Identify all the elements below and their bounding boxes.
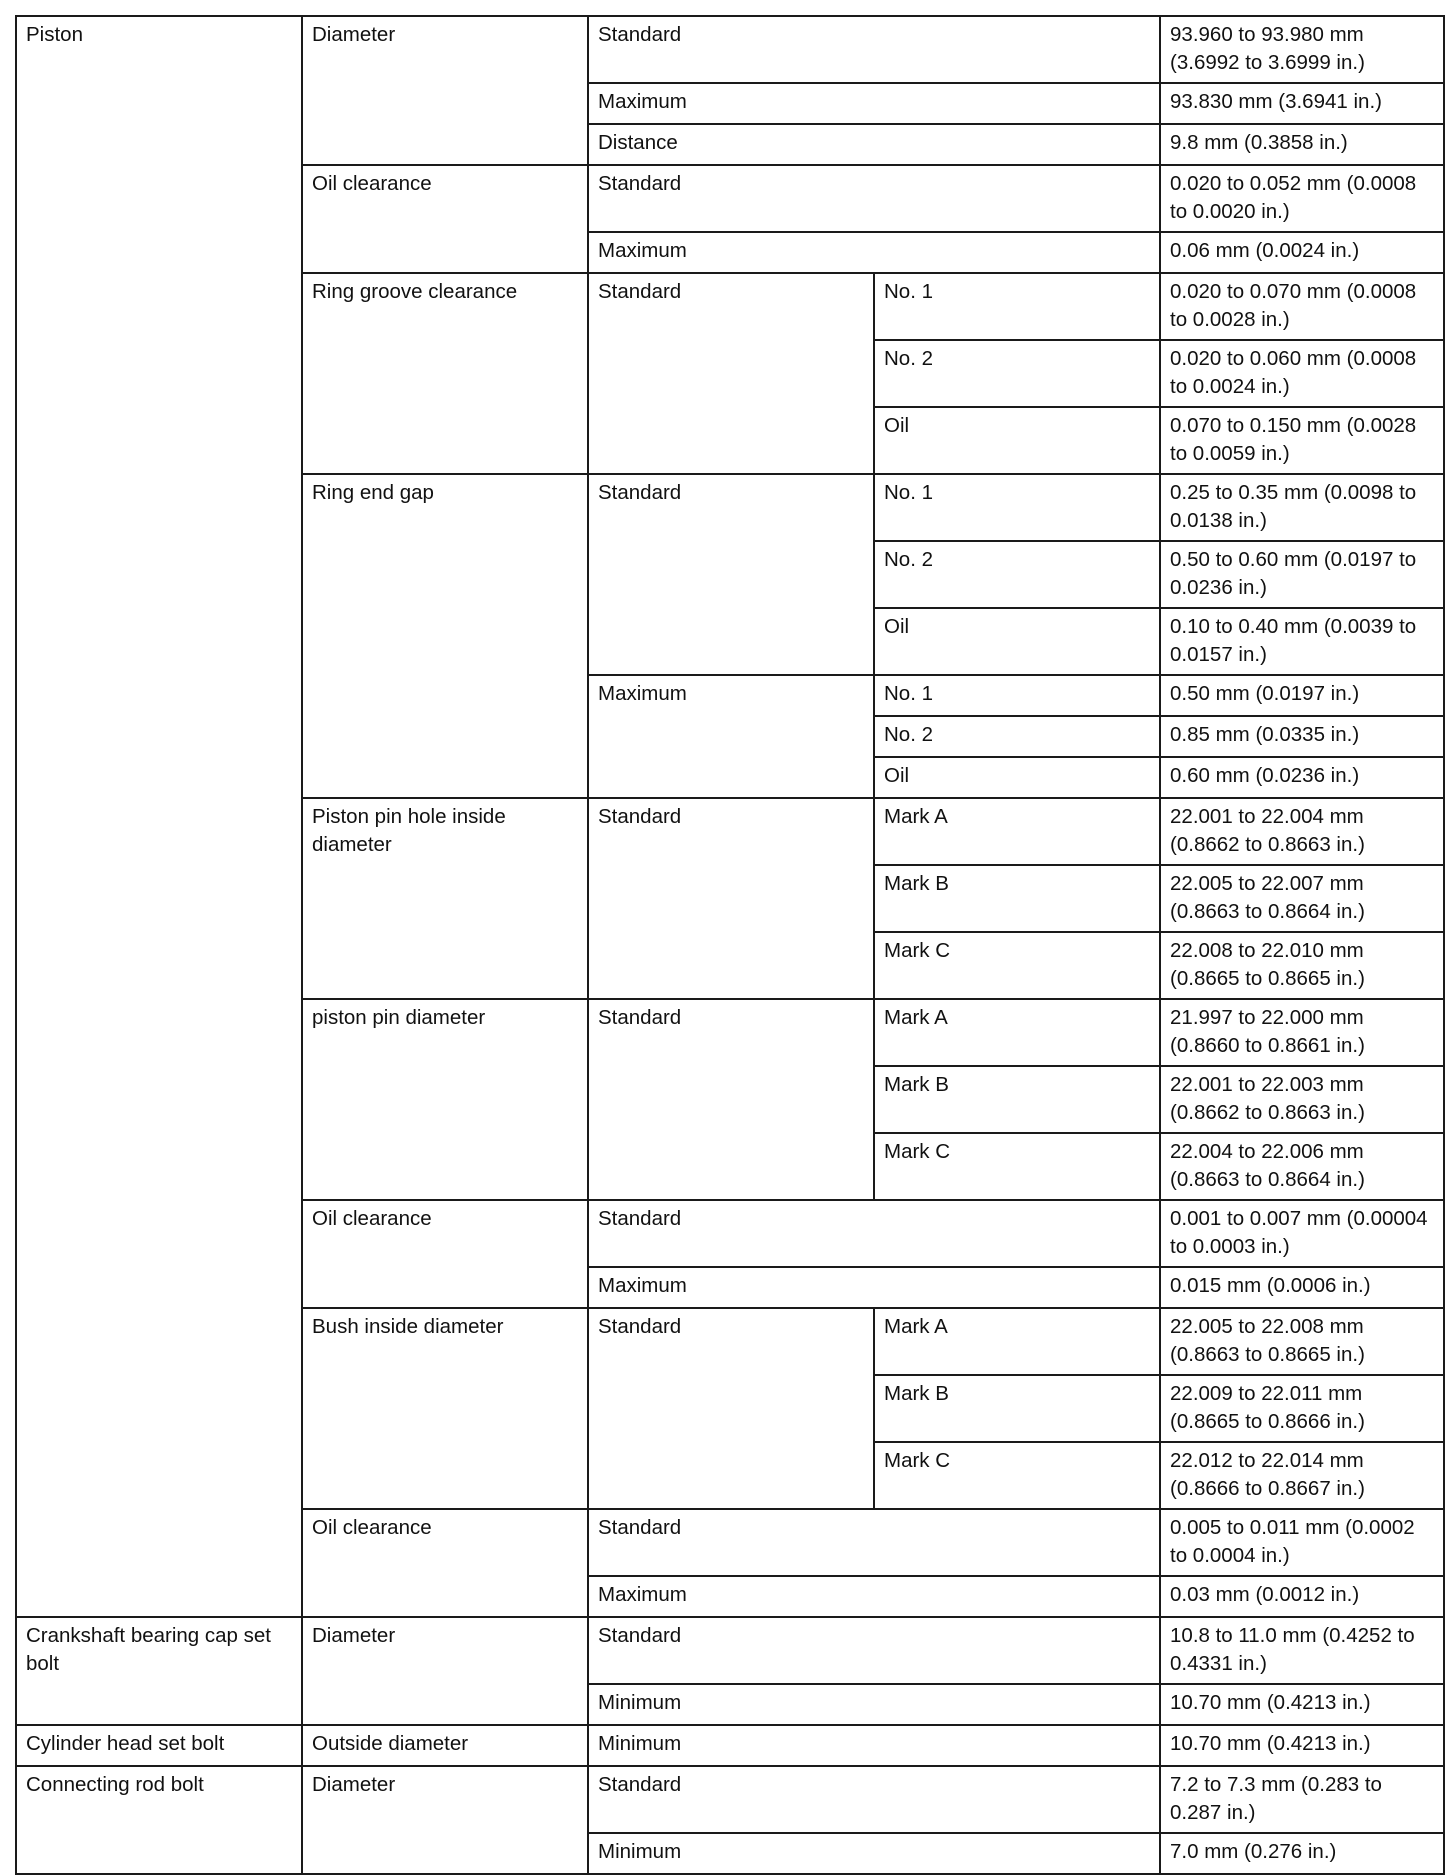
sub-condition-cell: Mark B — [874, 1375, 1160, 1442]
component-cell: Crankshaft bearing cap set bolt — [16, 1617, 302, 1725]
sub-condition-cell: Mark B — [874, 1066, 1160, 1133]
sub-condition-cell: No. 2 — [874, 541, 1160, 608]
table-row — [16, 1766, 1444, 1833]
sub-condition-cell: Mark C — [874, 1442, 1160, 1509]
value-cell: 0.001 to 0.007 mm (0.00004 to 0.0003 in.) — [1160, 1200, 1444, 1267]
component-cell: Connecting rod bolt — [16, 1766, 302, 1874]
item-cell: Bush inside diameter — [302, 1308, 588, 1509]
value-cell: 10.8 to 11.0 mm (0.4252 to 0.4331 in.) — [1160, 1617, 1444, 1684]
value-cell: 0.005 to 0.011 mm (0.0002 to 0.0004 in.) — [1160, 1509, 1444, 1576]
sub-condition-cell: Mark A — [874, 798, 1160, 865]
condition-cell: Standard — [588, 1617, 1160, 1684]
condition-cell: Standard — [588, 1766, 1160, 1833]
value-cell: 22.005 to 22.008 mm (0.8663 to 0.8665 in.) — [1160, 1308, 1444, 1375]
value-cell: 0.070 to 0.150 mm (0.0028 to 0.0059 in.) — [1160, 407, 1444, 474]
item-cell: Diameter — [302, 1617, 588, 1725]
sub-condition-cell: Oil — [874, 407, 1160, 474]
value-cell: 0.020 to 0.070 mm (0.0008 to 0.0028 in.) — [1160, 273, 1444, 340]
value-cell: 9.8 mm (0.3858 in.) — [1160, 124, 1444, 165]
condition-cell: Minimum — [588, 1833, 1160, 1874]
sub-condition-cell: Mark A — [874, 1308, 1160, 1375]
condition-cell: Maximum — [588, 232, 1160, 273]
item-cell: Piston pin hole inside diameter — [302, 798, 588, 999]
item-cell: Ring end gap — [302, 474, 588, 798]
sub-condition-cell: Oil — [874, 608, 1160, 675]
value-cell: 21.997 to 22.000 mm (0.8660 to 0.8661 in.) — [1160, 999, 1444, 1066]
value-cell: 0.020 to 0.052 mm (0.0008 to 0.0020 in.) — [1160, 165, 1444, 232]
condition-cell: Standard — [588, 16, 1160, 83]
sub-condition-cell: Mark C — [874, 932, 1160, 999]
condition-cell: Maximum — [588, 675, 874, 798]
condition-cell: Standard — [588, 474, 874, 675]
condition-cell: Standard — [588, 273, 874, 474]
value-cell: 93.960 to 93.980 mm (3.6992 to 3.6999 in.) — [1160, 16, 1444, 83]
value-cell: 0.020 to 0.060 mm (0.0008 to 0.0024 in.) — [1160, 340, 1444, 407]
value-cell: 0.60 mm (0.0236 in.) — [1160, 757, 1444, 798]
item-cell: Oil clearance — [302, 165, 588, 273]
sub-condition-cell: No. 1 — [874, 273, 1160, 340]
value-cell: 0.03 mm (0.0012 in.) — [1160, 1576, 1444, 1617]
value-cell: 7.0 mm (0.276 in.) — [1160, 1833, 1444, 1874]
condition-cell: Maximum — [588, 83, 1160, 124]
condition-cell: Standard — [588, 1308, 874, 1509]
value-cell: 22.009 to 22.011 mm (0.8665 to 0.8666 in.) — [1160, 1375, 1444, 1442]
component-cell: Piston — [16, 16, 302, 1617]
condition-cell: Standard — [588, 999, 874, 1200]
value-cell: 22.005 to 22.007 mm (0.8663 to 0.8664 in.) — [1160, 865, 1444, 932]
sub-condition-cell: Mark C — [874, 1133, 1160, 1200]
sub-condition-cell: No. 2 — [874, 340, 1160, 407]
value-cell: 93.830 mm (3.6941 in.) — [1160, 83, 1444, 124]
sub-condition-cell: No. 2 — [874, 716, 1160, 757]
condition-cell: Minimum — [588, 1725, 1160, 1766]
sub-condition-cell: No. 1 — [874, 474, 1160, 541]
item-cell: Oil clearance — [302, 1200, 588, 1308]
value-cell: 0.10 to 0.40 mm (0.0039 to 0.0157 in.) — [1160, 608, 1444, 675]
item-cell: Oil clearance — [302, 1509, 588, 1617]
component-cell: Cylinder head set bolt — [16, 1725, 302, 1766]
sub-condition-cell: Oil — [874, 757, 1160, 798]
table-row — [16, 16, 1444, 83]
value-cell: 0.50 to 0.60 mm (0.0197 to 0.0236 in.) — [1160, 541, 1444, 608]
sub-condition-cell: Mark A — [874, 999, 1160, 1066]
condition-cell: Standard — [588, 1509, 1160, 1576]
item-cell: Ring groove clearance — [302, 273, 588, 474]
condition-cell: Distance — [588, 124, 1160, 165]
value-cell: 0.015 mm (0.0006 in.) — [1160, 1267, 1444, 1308]
table-row — [16, 1725, 1444, 1766]
condition-cell: Standard — [588, 798, 874, 999]
condition-cell: Standard — [588, 165, 1160, 232]
spec-table — [15, 15, 1445, 1875]
value-cell: 22.001 to 22.004 mm (0.8662 to 0.8663 in.) — [1160, 798, 1444, 865]
value-cell: 0.85 mm (0.0335 in.) — [1160, 716, 1444, 757]
value-cell: 22.001 to 22.003 mm (0.8662 to 0.8663 in.) — [1160, 1066, 1444, 1133]
value-cell: 0.50 mm (0.0197 in.) — [1160, 675, 1444, 716]
sub-condition-cell: Mark B — [874, 865, 1160, 932]
value-cell: 10.70 mm (0.4213 in.) — [1160, 1684, 1444, 1725]
value-cell: 22.008 to 22.010 mm (0.8665 to 0.8665 in.) — [1160, 932, 1444, 999]
value-cell: 0.06 mm (0.0024 in.) — [1160, 232, 1444, 273]
value-cell: 0.25 to 0.35 mm (0.0098 to 0.0138 in.) — [1160, 474, 1444, 541]
value-cell: 22.012 to 22.014 mm (0.8666 to 0.8667 in.) — [1160, 1442, 1444, 1509]
condition-cell: Maximum — [588, 1267, 1160, 1308]
value-cell: 7.2 to 7.3 mm (0.283 to 0.287 in.) — [1160, 1766, 1444, 1833]
value-cell: 10.70 mm (0.4213 in.) — [1160, 1725, 1444, 1766]
item-cell: Diameter — [302, 16, 588, 165]
item-cell: piston pin diameter — [302, 999, 588, 1200]
condition-cell: Maximum — [588, 1576, 1160, 1617]
item-cell: Diameter — [302, 1766, 588, 1874]
item-cell: Outside diameter — [302, 1725, 588, 1766]
table-row — [16, 1617, 1444, 1684]
sub-condition-cell: No. 1 — [874, 675, 1160, 716]
value-cell: 22.004 to 22.006 mm (0.8663 to 0.8664 in.) — [1160, 1133, 1444, 1200]
condition-cell: Minimum — [588, 1684, 1160, 1725]
condition-cell: Standard — [588, 1200, 1160, 1267]
